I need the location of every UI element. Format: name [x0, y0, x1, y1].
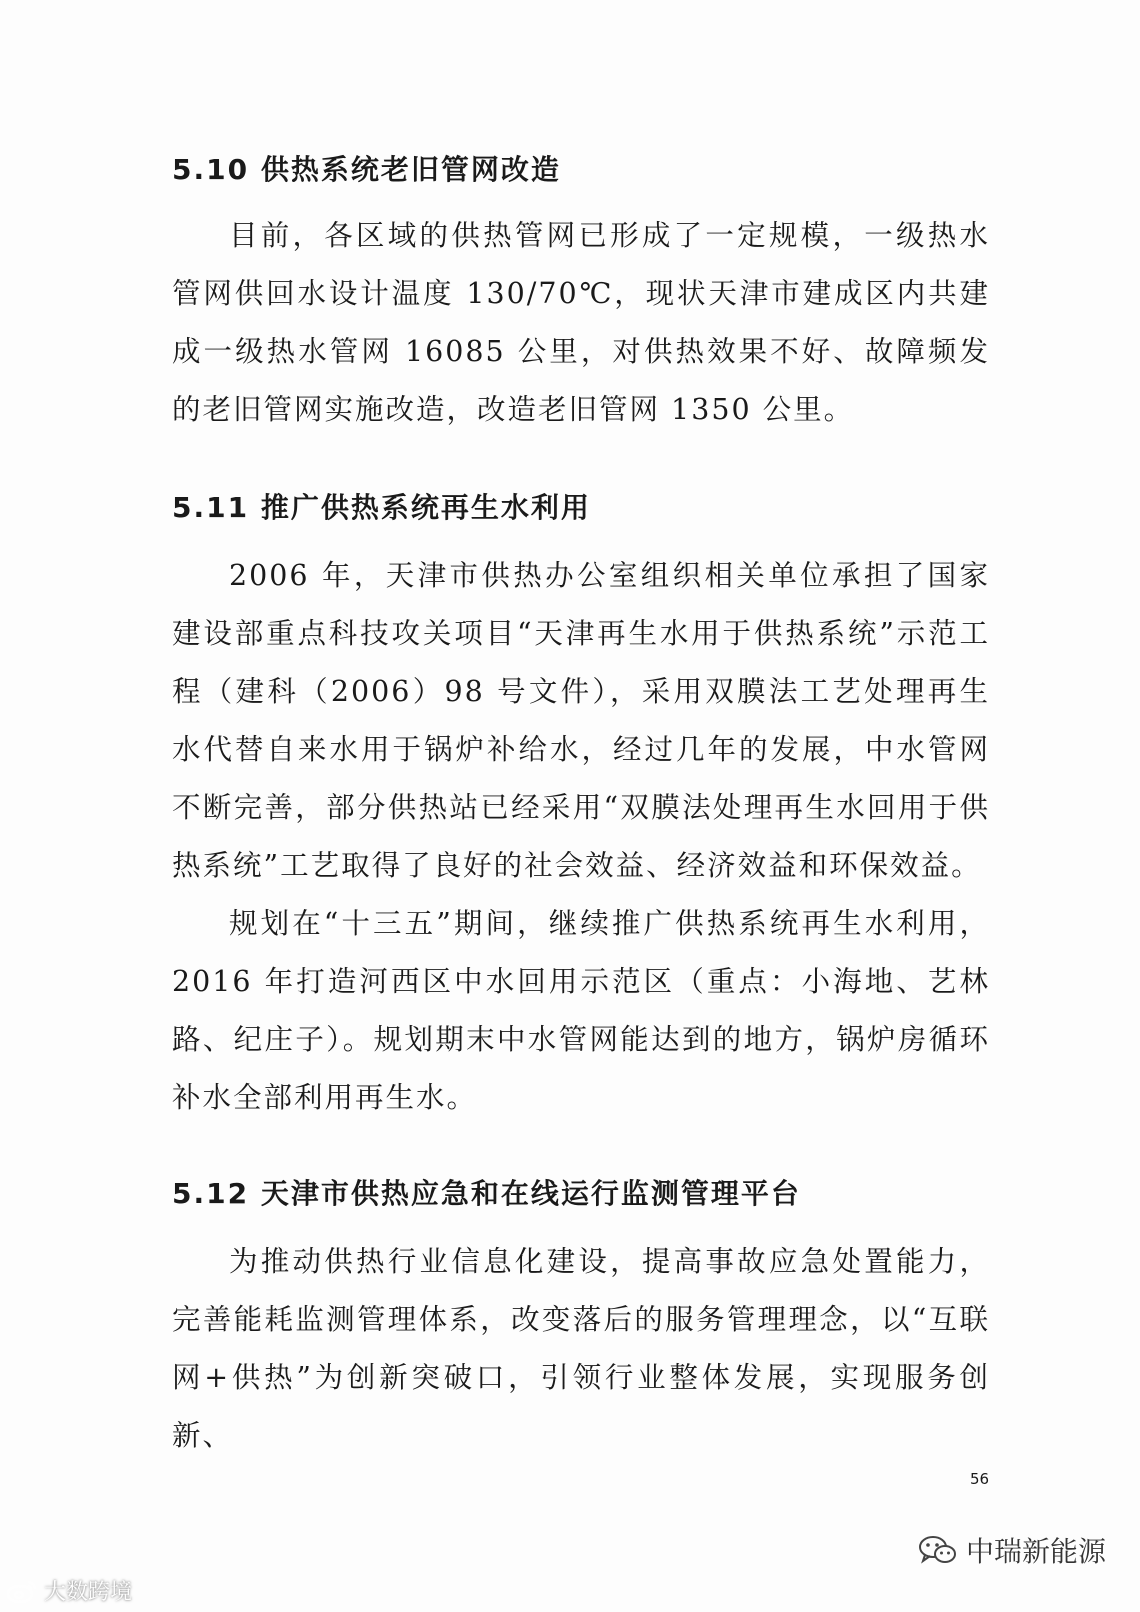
weibo-logo-icon: [6, 1578, 38, 1604]
section-heading-5-10: 5.10 供热系统老旧管网改造: [172, 153, 561, 186]
section-5-11-paragraph-1: 2006 年，天津市供热办公室组织相关单位承担了国家建设部重点科技攻关项目“天津再生水用于供热系统”示范工程（建科（2006）98 号文件），采用双膜法工艺处理再生水代替自来水用于锅炉补给水，经过几年的发展，中水管网不断完善，部分供热站已经采用“双膜法处理再生水回用于供热系统”工艺取得了良好的社会效益、经济效益和环保效益。: [172, 559, 990, 882]
section-5-11-paragraph-2: 规划在“十三五”期间，继续推广供热系统再生水利用，2016 年打造河西区中水回用示范区（重点：小海地、艺林路、纪庄子）。规划期末中水管网能达到的地方，锅炉房循环补水全部利用再生水。: [172, 907, 990, 1114]
section-heading-5-12: 5.12 天津市供热应急和在线运行监测管理平台: [172, 1177, 801, 1210]
watermark-right-text: 中瑞新能源: [966, 1535, 1107, 1568]
section-heading-5-11: 5.11 推广供热系统再生水利用: [172, 491, 591, 524]
section-5-12-paragraph-1: 为推动供热行业信息化建设，提高事故应急处置能力，完善能耗监测管理体系，改变落后的服务管理理念，以“互联网+供热”为创新突破口，引领行业整体发展，实现服务创新、: [172, 1245, 990, 1452]
wechat-logo-icon: [918, 1534, 958, 1566]
watermark-left-text: 大数跨境: [44, 1580, 133, 1605]
watermark-left: [6, 1575, 132, 1606]
section-5-10-paragraph-1: 目前，各区域的供热管网已形成了一定规模，一级热水管网供回水设计温度 130/70℃，现状天津市建成区内共建成一级热水管网 16085 公里，对供热效果不好、故障频发的老旧管网实施改造，改造老旧管网 1350 公里。: [172, 219, 990, 426]
page-number: 56: [970, 1470, 990, 1488]
watermark-right: [918, 1530, 1106, 1570]
